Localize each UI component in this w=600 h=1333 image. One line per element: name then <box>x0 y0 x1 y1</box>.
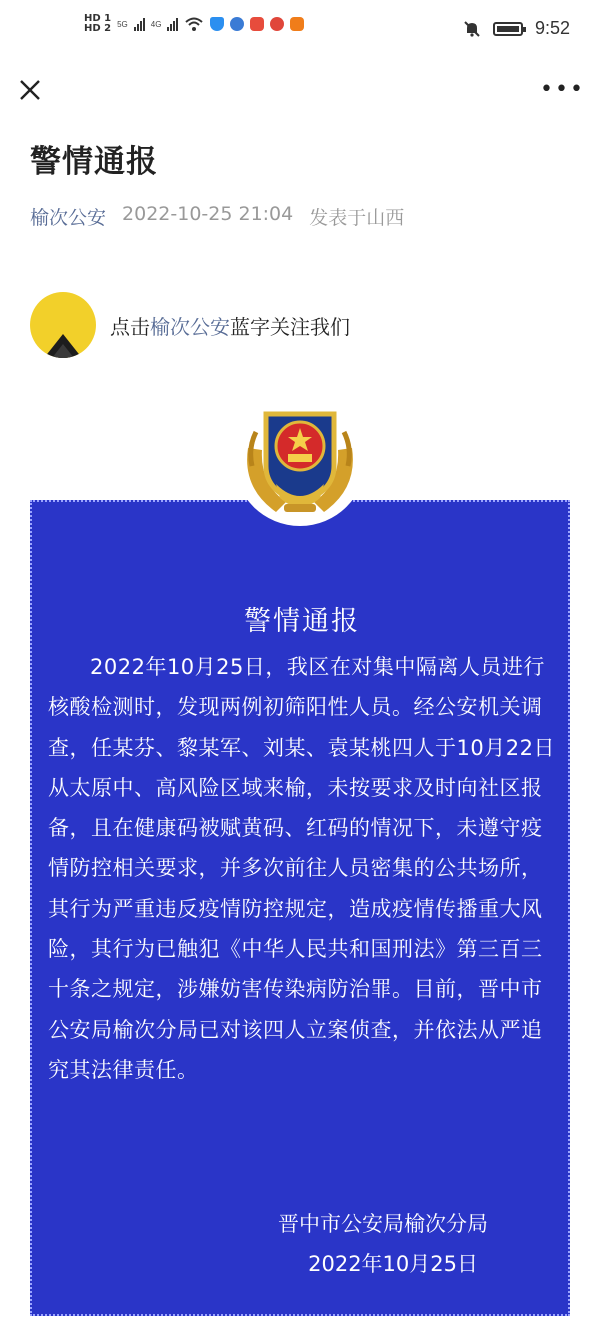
article-meta <box>30 203 404 230</box>
mute-icon <box>463 20 481 38</box>
net2-label: 4G <box>150 19 162 29</box>
close-icon <box>16 76 44 104</box>
signal-icon-2 <box>167 17 178 31</box>
police-emblem-icon <box>226 388 374 528</box>
wifi-icon <box>184 16 204 32</box>
follow-suffix: 蓝字关注我们 <box>230 314 350 339</box>
close-button[interactable] <box>16 76 44 104</box>
arrow-up-icon <box>30 292 96 358</box>
notice-signature-org: 晋中市公安局榆次分局 <box>278 1212 488 1236</box>
music-icon <box>230 17 244 31</box>
follow-prompt <box>30 292 350 358</box>
publish-location: 发表于山西 <box>309 207 405 229</box>
clock: 9:52 <box>534 18 570 38</box>
more-options-button[interactable] <box>540 77 585 102</box>
notice-body: 2022年10月25日，我区在对集中隔离人员进行核酸检测时，发现两例初筛阳性人员。经公安机关调查，任某芬、黎某军、刘某、袁某桃四人于10月22日从太原中、高风险区域来榆，未按要求及时向社区报备，且在健康码被赋黄码、红码的情况下，未遵守疫情防控相关要求，并多次前往人员密集的公共场所，其行为严重违反疫情防控规定，造成疫情传播重大风险，其行为已触犯《中华人民共和国刑法》第三百三十条之规定，涉嫌妨害传染病防治罪。目前，晋中市公安局榆次分局已对该四人立案侦查，并依法从严追究其法律责任。 <box>48 655 555 1082</box>
hd2-label: HD 2 <box>84 23 112 34</box>
more-icon: ••• <box>540 77 585 102</box>
follow-avatar <box>30 292 96 358</box>
follow-prefix: 点击 <box>110 314 150 339</box>
account-name-link[interactable]: 榆次公安 <box>30 207 107 229</box>
notice-title: 警情通报 <box>244 606 360 637</box>
signal-icon <box>134 17 145 31</box>
weibo-icon <box>270 17 284 31</box>
battery-icon <box>493 22 523 36</box>
article-title: 警情通报 <box>30 144 158 180</box>
publish-datetime: 2022-10-25 21:04 <box>122 203 294 225</box>
hd1-label: HD 1 <box>84 13 112 24</box>
sim-indicators <box>84 14 111 34</box>
notice-signature-date: 2022年10月25日 <box>308 1252 478 1276</box>
flag-icon <box>250 17 264 31</box>
net1-label: 5G <box>117 19 128 29</box>
video-icon <box>290 17 304 31</box>
notice-card <box>30 500 570 1316</box>
follow-account-link[interactable]: 榆次公安 <box>150 314 230 339</box>
status-bar <box>0 0 600 64</box>
shield-icon <box>210 17 224 31</box>
